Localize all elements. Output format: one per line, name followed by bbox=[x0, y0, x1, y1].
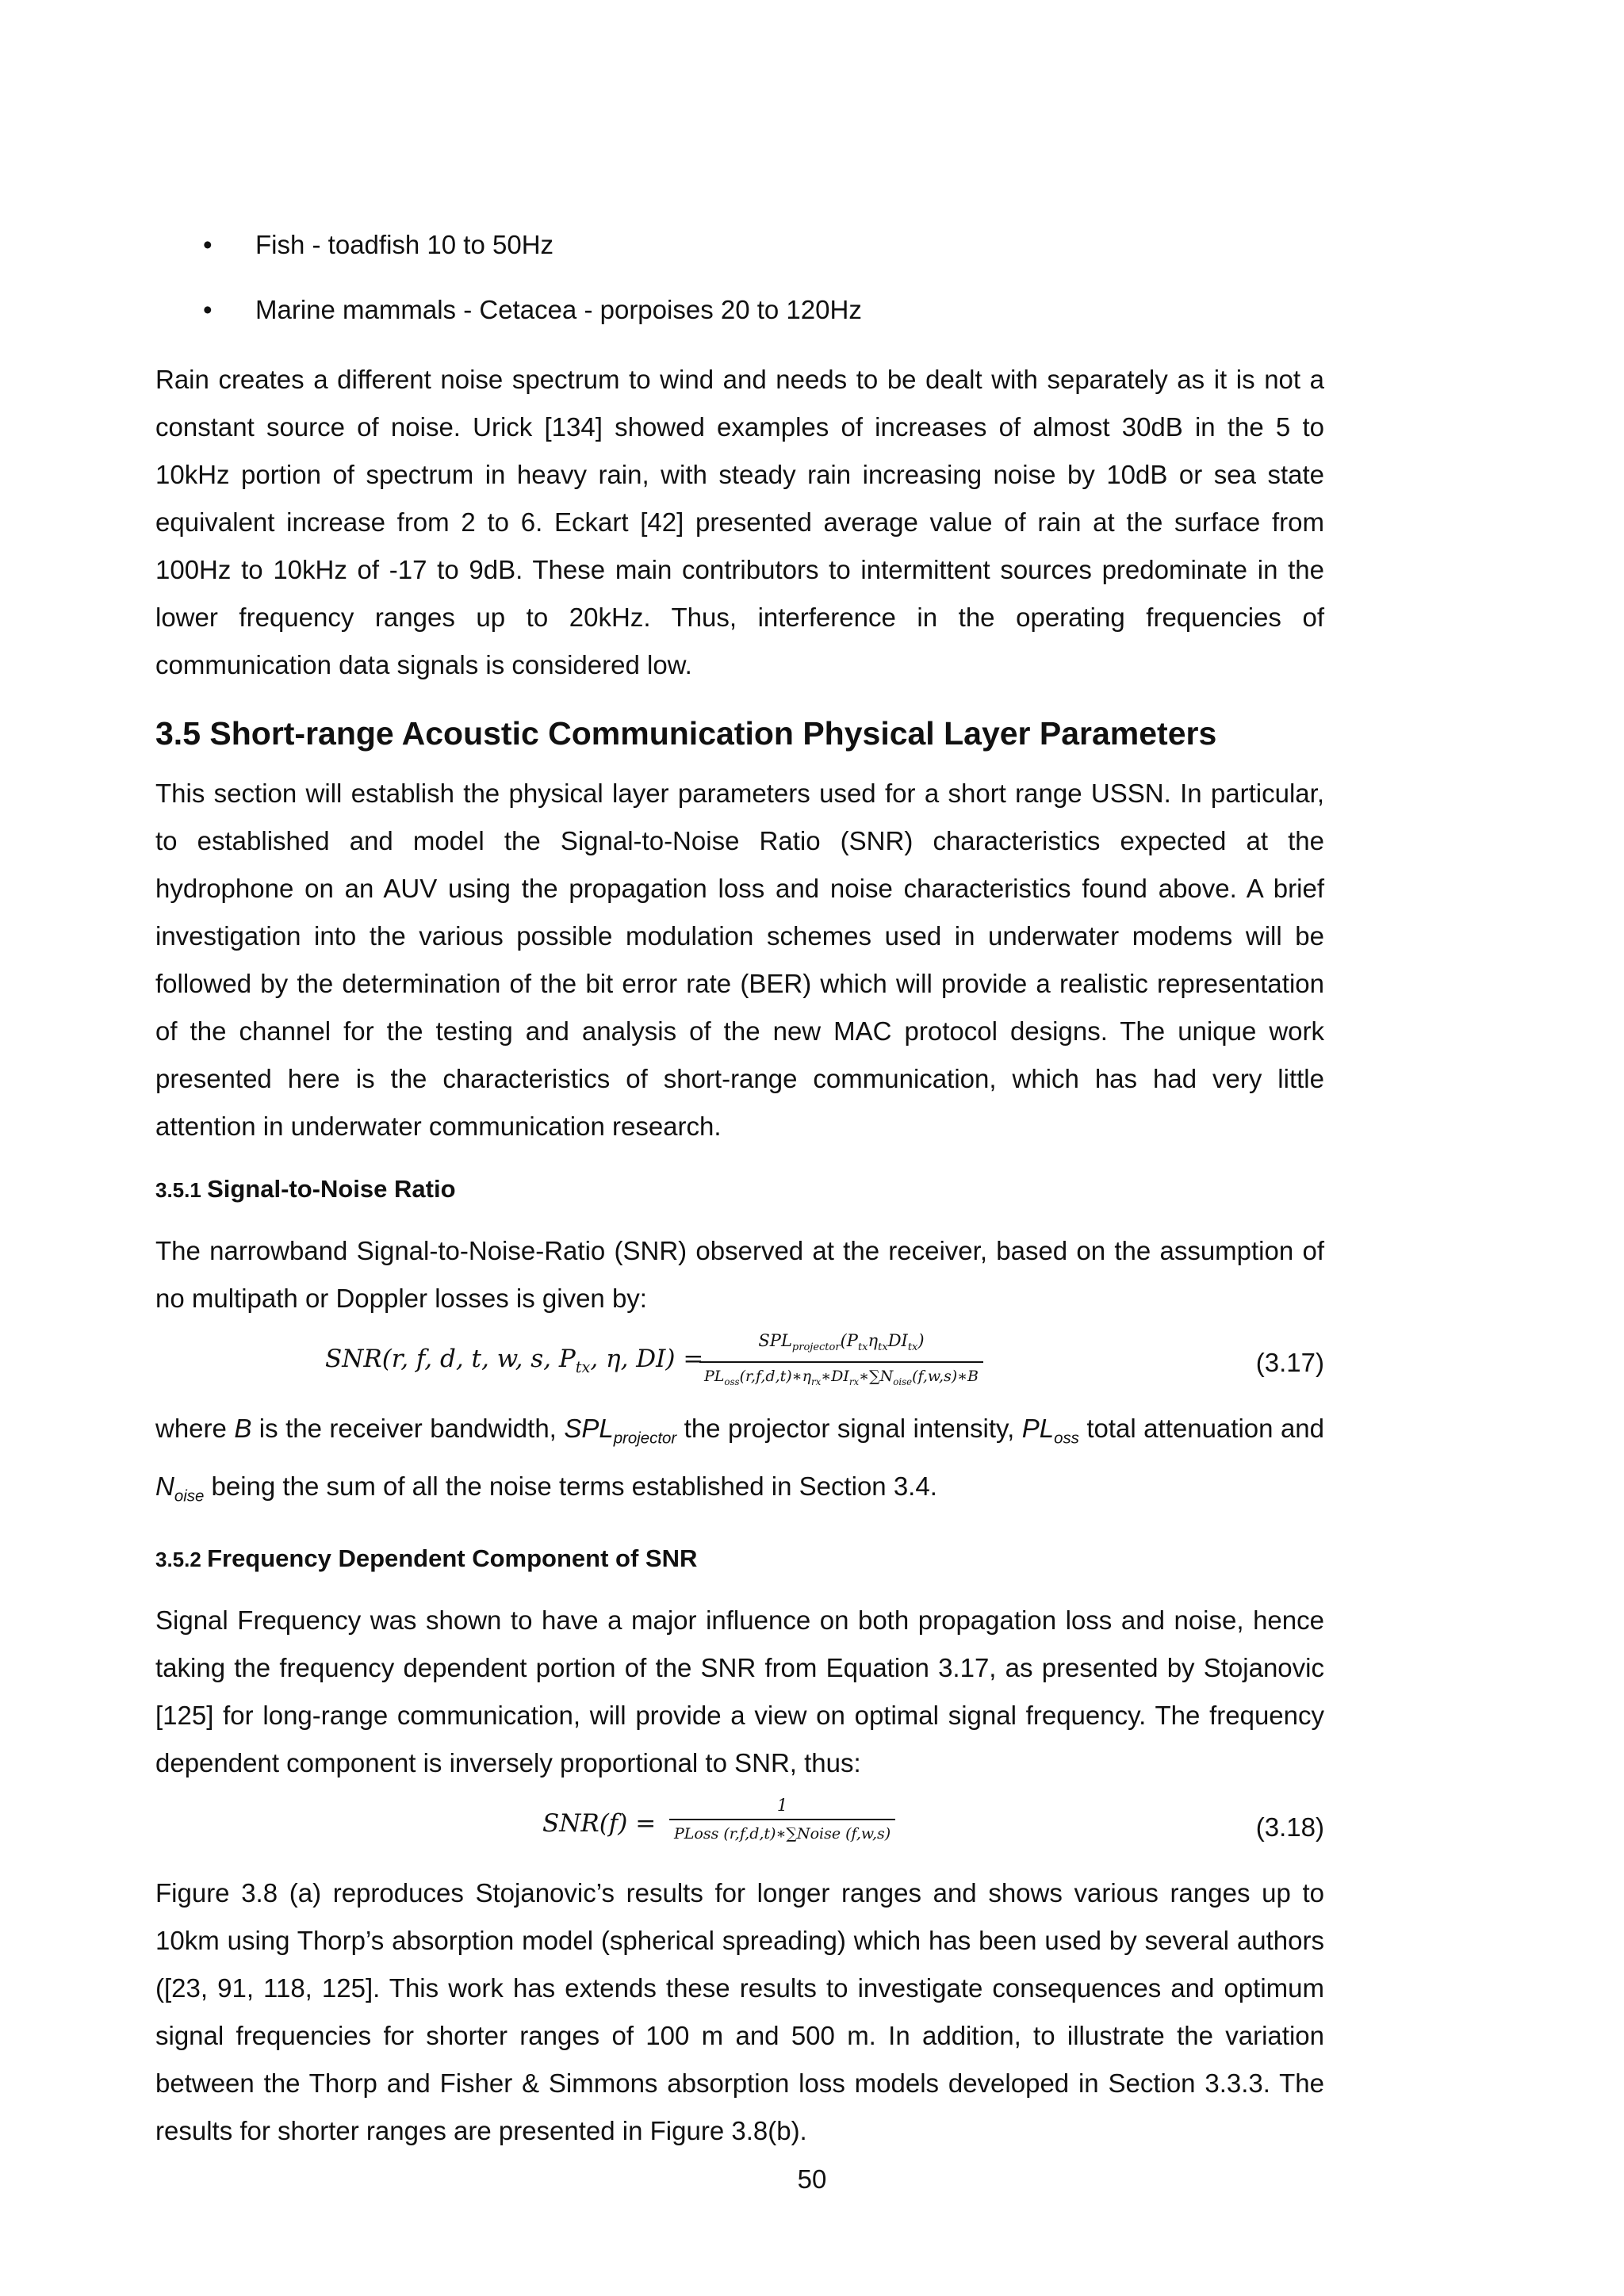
equation-fraction bbox=[669, 1792, 895, 1847]
fraction-denominator: $PL_{oss}(r,f,d,t)∗\eta_{rx}∗DI_{rx}∗\sum N_{oise}(f,w,s)∗B$ bbox=[699, 1361, 983, 1395]
equation-lhs: SNR(r, f, d, t, w, s, $P_{tx}$, η, DI) = bbox=[325, 1345, 704, 1377]
section-title: Short-range Acoustic Communication Physical Layer Parameters bbox=[209, 715, 1217, 752]
paragraph-snr-definition: The narrowband Signal-to-Noise-Ratio (SNR) observed at the receiver, based on the assumption of no multipath or Doppler losses is given by: bbox=[155, 1236, 1324, 1313]
subsection-heading bbox=[155, 1169, 1324, 1210]
equation-lhs: SNR(f) = bbox=[542, 1809, 657, 1839]
list-item: • Marine mammals - Cetacea - porpoises 20 to 120Hz bbox=[155, 291, 1324, 329]
equation-fraction bbox=[699, 1327, 983, 1395]
page-content bbox=[155, 226, 1324, 2155]
paragraph-figure: Figure 3.8 (a) reproduces Stojanovic’s results for longer ranges and shows various ranges up to 10km using Thorp’s absorption model (spherical spreading) which has been used by several authors ([23, 91, 118, 125]. This work has extends these results to investigate consequences and optimum signal frequencies for shorter ranges of 100 m and 500 m. In addition, to illustrate the variation between the Thorp and Fisher & Simmons absorption loss models developed in Section 3.3.3. The results for shorter ranges are presented in Figure 3.8(b). bbox=[155, 1878, 1324, 2146]
equation-3-18 bbox=[155, 1792, 1324, 1863]
section-heading bbox=[155, 711, 1324, 756]
subsection-title: Frequency Dependent Component of SNR bbox=[207, 1544, 698, 1573]
list-item: • Fish - toadfish 10 to 50Hz bbox=[155, 226, 1324, 264]
paragraph-rain: Rain creates a different noise spectrum to wind and needs to be dealt with separately as it is not a constant source of noise. Urick [134] showed examples of increases of almost 30dB in the 5 to 10kHz portion of spectrum in heavy rain, with steady rain increasing noise by 10dB or sea state equivalent increase from 2 to 6. Eckart [42] presented average value of rain at the surface from 100Hz to 10kHz of -17 to 9dB. These main contributors to intermittent sources predominate in the lower frequency ranges up to 20kHz. Thus, interference in the operating frequencies of communication data signals is considered low. bbox=[155, 365, 1324, 679]
fraction-numerator: 1 bbox=[776, 1796, 788, 1816]
equation-number: (3.18) bbox=[1255, 1812, 1324, 1843]
section-number: 3.5 bbox=[155, 715, 210, 752]
equation-number: (3.17) bbox=[1255, 1348, 1324, 1377]
fraction-denominator: PLoss (r,f,d,t)∗∑Noise (f,w,s) bbox=[669, 1819, 895, 1847]
subsection-number: 3.5.2 bbox=[155, 1548, 208, 1572]
subsection-title: Signal-to-Noise Ratio bbox=[207, 1175, 456, 1203]
paragraph-frequency: Signal Frequency was shown to have a major influence on both propagation loss and noise, hence taking the frequency dependent portion of the SNR from Equation 3.17, as presented by Stojanovic [125] for long-range communication, will provide a view on optimal signal frequency. The frequency dependent component is inversely proportional to SNR, thus: bbox=[155, 1605, 1324, 1778]
equation-3-17 bbox=[155, 1327, 1324, 1399]
fraction-numerator: $SPL_{projector}(P_{tx}\eta_{tx}DI_{tx})$ bbox=[758, 1331, 925, 1354]
page-number: 50 bbox=[797, 2164, 827, 2194]
subsection-heading bbox=[155, 1539, 1324, 1579]
noise-source-list bbox=[155, 226, 1324, 329]
subsection-number: 3.5.1 bbox=[155, 1178, 208, 1202]
paragraph-intro: This section will establish the physical layer parameters used for a short range USSN. In particular, to established and model the Signal-to-Noise Ratio (SNR) characteristics expected at the hydrophone on an AUV using the propagation loss and noise characteristics found above. A brief investigation into the various possible modulation schemes used in underwater modems will be followed by the determination of the bit error rate (BER) which will provide a realistic representation of the channel for the testing and analysis of the new MAC protocol designs. The unique work presented here is the characteristics of short-range communication, which has had very little attention in underwater communication research. bbox=[155, 779, 1324, 1141]
paragraph-where: where B is the receiver bandwidth, $SPL_{projector}$ the projector signal intensity, $PL_{oss}$ total attenuation and $N_{oise}$ being the sum of all the noise terms established in Section 3.4. bbox=[155, 1414, 1324, 1506]
